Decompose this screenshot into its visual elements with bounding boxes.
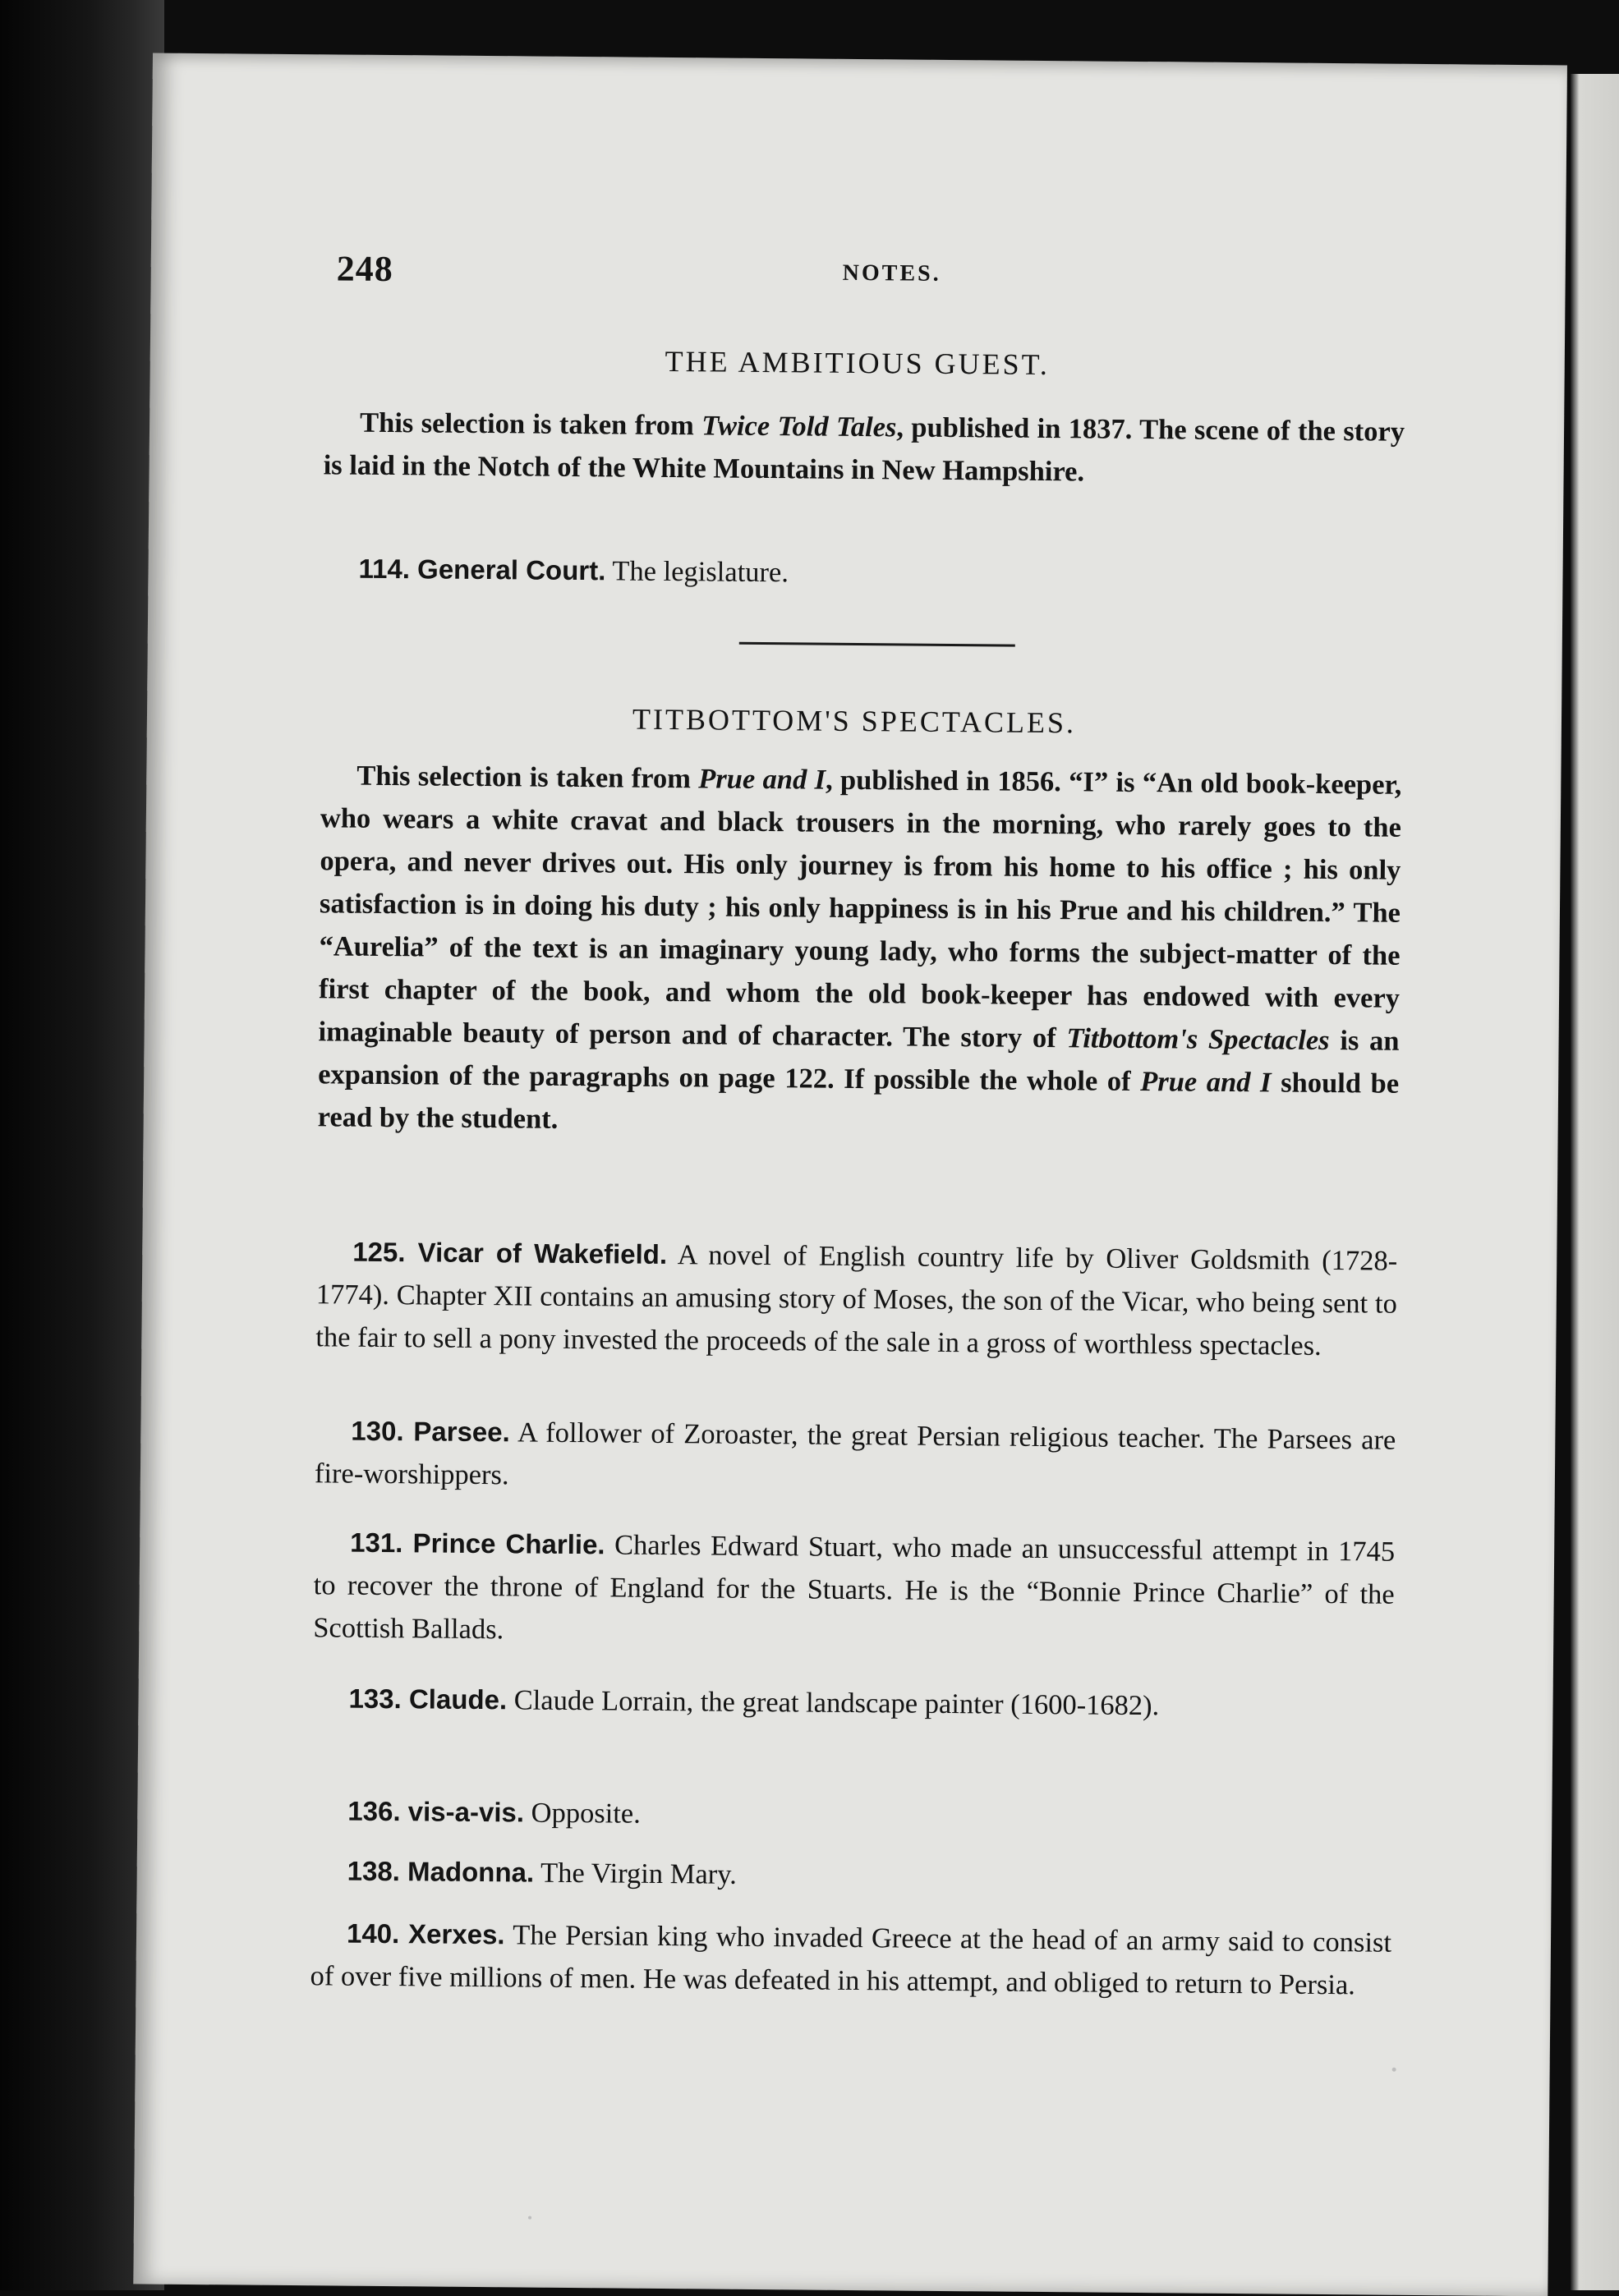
intro-text: This selection is taken from <box>359 406 702 442</box>
section-divider <box>739 642 1015 647</box>
running-head: NOTES. <box>842 259 941 287</box>
facing-page-edge <box>1571 74 1619 2290</box>
paper-speck <box>1392 2068 1396 2072</box>
note-entry <box>310 1912 1391 2006</box>
section-title-titbottoms-spectacles: TITBOTTOM'S SPECTACLES. <box>632 702 1077 740</box>
section-intro-ambitious-guest <box>323 401 1405 495</box>
note-entry <box>312 1677 1393 1729</box>
paper-speck <box>528 2216 531 2220</box>
intro-text: is an expansion of the paragraphs on page 122. If possible the whole of <box>318 1025 1400 1098</box>
section-title-ambitious-guest: THE AMBITIOUS GUEST. <box>665 344 1051 382</box>
note-entry <box>313 1521 1395 1658</box>
book-title: Prue and I <box>698 763 826 796</box>
note-gloss: A novel of English country life by Oliver Goldsmith (1728-1774). Chapter XII contains an amusing story of Moses, the son of the Vicar, who being sent to the fair to sell a pony invested the proceeds of the sale in a gross of worthless spectacles. <box>315 1239 1398 1362</box>
note-gloss: The Persian king who invaded Greece at the head of an army said to consist of over five millions of men. He was defeated in his attempt, and obliged to return to Persia. <box>310 1919 1392 2001</box>
section-intro-titbottoms-spectacles <box>318 754 1402 1147</box>
book-page <box>133 53 1567 2296</box>
note-entry <box>315 1409 1396 1504</box>
note-lemma: 131. Prince Charlie. <box>350 1527 605 1560</box>
note-entry <box>311 1789 1392 1841</box>
intro-text: , published in 1837. The scene of the story is laid in the Notch of the White Mountains in New Hampshire. <box>323 411 1405 488</box>
intro-text: , published in 1856. “I” is “An old book-keeper, who wears a white cravat and black trousers in the morning, who rarely goes to the opera, and never drives out. His only journey is from his home to his office ; his only satisfaction is in doing his duty ; his only happiness is in his Prue and his children.” The “Aurelia” of the text is an imaginary young lady, who forms the subject-matter of the first chapter of the book, and whom the old book-keeper has endowed with every imaginable beauty of person and of character. The story of <box>318 764 1402 1054</box>
note-gloss: Charles Edward Stuart, who made an unsuccessful attempt in 1745 to recover the throne of England for the Stuarts. He is the “Bonnie Prince Charlie” of the Scottish Ballads. <box>313 1529 1396 1646</box>
note-lemma: 138. Madonna. <box>347 1855 535 1888</box>
note-lemma: 136. vis-a-vis. <box>347 1795 525 1828</box>
book-title: Titbottom's Spectacles <box>1066 1022 1330 1057</box>
note-entry <box>315 1230 1397 1367</box>
note-entry <box>310 1849 1391 1901</box>
book-title: Prue and I <box>1140 1066 1272 1099</box>
note-lemma: 125. Vicar of Wakefield. <box>352 1236 668 1270</box>
note-gloss: The Virgin Mary. <box>533 1857 738 1890</box>
note-gloss: Opposite. <box>523 1797 641 1830</box>
page-header <box>336 247 1429 315</box>
note-gloss: A follower of Zoroaster, the great Persian religious teacher. The Parsees are fire-worshippers. <box>314 1417 1396 1491</box>
note-lemma: 133. Claude. <box>348 1683 508 1715</box>
page-number: 248 <box>336 248 393 290</box>
intro-text: This selection is taken from <box>356 760 699 795</box>
note-gloss: The legislature. <box>605 555 789 589</box>
note-entry <box>322 547 1403 599</box>
note-lemma: 114. General Court. <box>358 553 606 586</box>
note-lemma: 130. Parsee. <box>351 1415 510 1448</box>
note-lemma: 140. Xerxes. <box>346 1917 505 1950</box>
note-gloss: Claude Lorrain, the great landscape painter (1600-1682). <box>506 1684 1160 1722</box>
book-title: Twice Told Tales <box>701 410 897 443</box>
intro-text: should be read by the student. <box>317 1067 1400 1135</box>
